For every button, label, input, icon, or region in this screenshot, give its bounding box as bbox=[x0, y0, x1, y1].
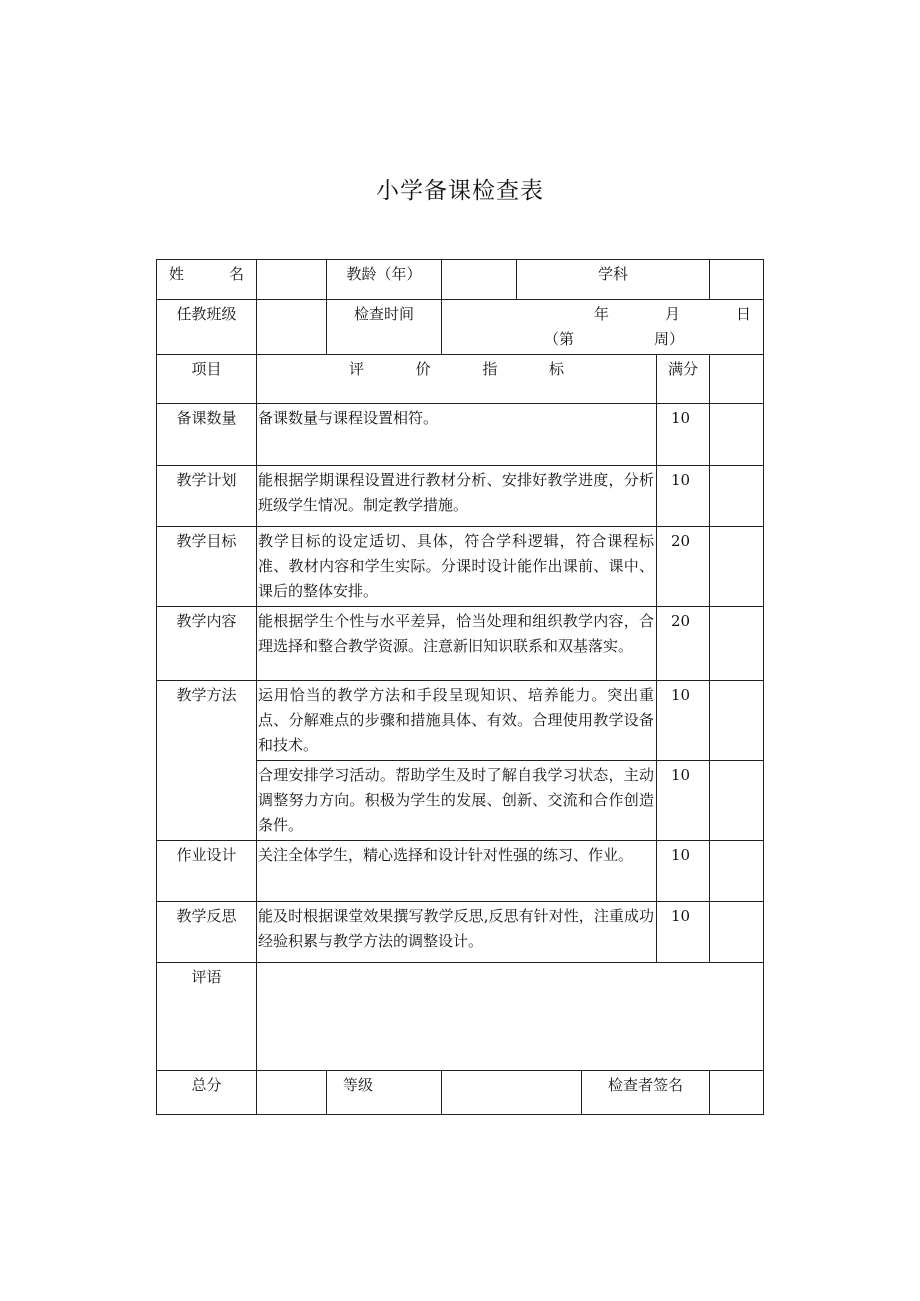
total-value-cell[interactable] bbox=[257, 1071, 327, 1115]
week-close: 周） bbox=[654, 330, 685, 348]
row-criteria: 能根据学生个性与水平差异，恰当处理和组织教学内容，合理选择和整合教学资源。注意新旧知识联系和双基落实。 bbox=[257, 607, 657, 681]
age-label: 教龄（年） bbox=[327, 260, 442, 300]
name-label-part2: 名 bbox=[228, 265, 244, 283]
signature-value-cell[interactable] bbox=[710, 1071, 764, 1115]
date-month: 月 bbox=[664, 305, 680, 323]
comment-label: 评语 bbox=[157, 963, 257, 1071]
criteria-char: 价 bbox=[415, 360, 431, 378]
grade-label: 等级 bbox=[327, 1071, 442, 1115]
age-value-cell[interactable] bbox=[442, 260, 517, 300]
row-item: 教学内容 bbox=[157, 607, 257, 681]
date-year: 年 bbox=[594, 305, 610, 323]
header-row-1 bbox=[157, 260, 764, 300]
row-result-cell[interactable] bbox=[710, 466, 764, 527]
row-criteria: 运用恰当的教学方法和手段呈现知识、培养能力。突出重点、分解难点的步骤和措施具体、有效。合理使用教学设备和技术。 bbox=[257, 681, 657, 761]
subject-label: 学科 bbox=[517, 260, 710, 300]
row-score: 10 bbox=[657, 841, 710, 902]
check-time-value-cell[interactable] bbox=[442, 300, 764, 355]
row-result-cell[interactable] bbox=[710, 841, 764, 902]
class-label: 任教班级 bbox=[157, 300, 257, 355]
table-row bbox=[157, 902, 764, 963]
table-row bbox=[157, 681, 764, 761]
check-form-table bbox=[156, 259, 764, 1115]
row-result-cell[interactable] bbox=[710, 902, 764, 963]
date-day: 日 bbox=[735, 305, 751, 323]
row-score: 10 bbox=[657, 902, 710, 963]
week-open: （第 bbox=[544, 330, 575, 348]
row-score: 20 bbox=[657, 527, 710, 607]
total-label: 总分 bbox=[157, 1071, 257, 1115]
subject-value-cell[interactable] bbox=[710, 260, 764, 300]
row-criteria: 教学目标的设定适切、具体，符合学科逻辑，符合课程标准、教材内容和学生实际。分课时设计能作出课前、课中、课后的整体安排。 bbox=[257, 527, 657, 607]
page-title: 小学备课检查表 bbox=[376, 178, 544, 204]
row-criteria: 能及时根据课堂效果撰写教学反思,反思有针对性，注重成功经验积累与教学方法的调整设计。 bbox=[257, 902, 657, 963]
row-score: 10 bbox=[657, 404, 710, 466]
row-item: 作业设计 bbox=[157, 841, 257, 902]
score-column-header: 满分 bbox=[657, 355, 710, 404]
row-item: 教学计划 bbox=[157, 466, 257, 527]
row-result-cell[interactable] bbox=[710, 404, 764, 466]
comment-area[interactable] bbox=[257, 963, 764, 1071]
row-score: 10 bbox=[657, 681, 710, 761]
header-row-2 bbox=[157, 300, 764, 355]
check-time-label: 检查时间 bbox=[327, 300, 442, 355]
class-value-cell[interactable] bbox=[257, 300, 327, 355]
row-criteria: 备课数量与课程设置相符。 bbox=[257, 404, 657, 466]
row-result-cell[interactable] bbox=[710, 761, 764, 841]
criteria-column-header bbox=[257, 355, 657, 404]
row-item: 备课数量 bbox=[157, 404, 257, 466]
footer-row bbox=[157, 1071, 764, 1115]
grade-value-cell[interactable] bbox=[442, 1071, 582, 1115]
extra-column-header bbox=[710, 355, 764, 404]
row-item: 教学方法 bbox=[157, 681, 257, 841]
date-line bbox=[444, 302, 761, 327]
week-line bbox=[444, 327, 761, 352]
table-row bbox=[157, 841, 764, 902]
name-value-cell[interactable] bbox=[257, 260, 327, 300]
row-result-cell[interactable] bbox=[710, 527, 764, 607]
name-label-part1: 姓 bbox=[169, 265, 185, 283]
row-result-cell[interactable] bbox=[710, 607, 764, 681]
table-row bbox=[157, 527, 764, 607]
criteria-char: 标 bbox=[548, 360, 564, 378]
item-column-header: 项目 bbox=[157, 355, 257, 404]
column-header-row bbox=[157, 355, 764, 404]
name-label-cell bbox=[157, 260, 257, 300]
comment-row bbox=[157, 963, 764, 1071]
row-result-cell[interactable] bbox=[710, 681, 764, 761]
row-criteria: 关注全体学生，精心选择和设计针对性强的练习、作业。 bbox=[257, 841, 657, 902]
row-item: 教学目标 bbox=[157, 527, 257, 607]
row-item: 教学反思 bbox=[157, 902, 257, 963]
table-row bbox=[157, 466, 764, 527]
row-score: 20 bbox=[657, 607, 710, 681]
row-score: 10 bbox=[657, 466, 710, 527]
row-score: 10 bbox=[657, 761, 710, 841]
signature-label: 检查者签名 bbox=[582, 1071, 710, 1115]
row-criteria: 能根据学期课程设置进行教材分析、安排好教学进度，分析班级学生情况。制定教学措施。 bbox=[257, 466, 657, 527]
criteria-char: 指 bbox=[482, 360, 498, 378]
criteria-char: 评 bbox=[349, 360, 365, 378]
table-row bbox=[157, 404, 764, 466]
table-row bbox=[157, 607, 764, 681]
row-criteria: 合理安排学习活动。帮助学生及时了解自我学习状态，主动调整努力方向。积极为学生的发展、创新、交流和合作创造条件。 bbox=[257, 761, 657, 841]
